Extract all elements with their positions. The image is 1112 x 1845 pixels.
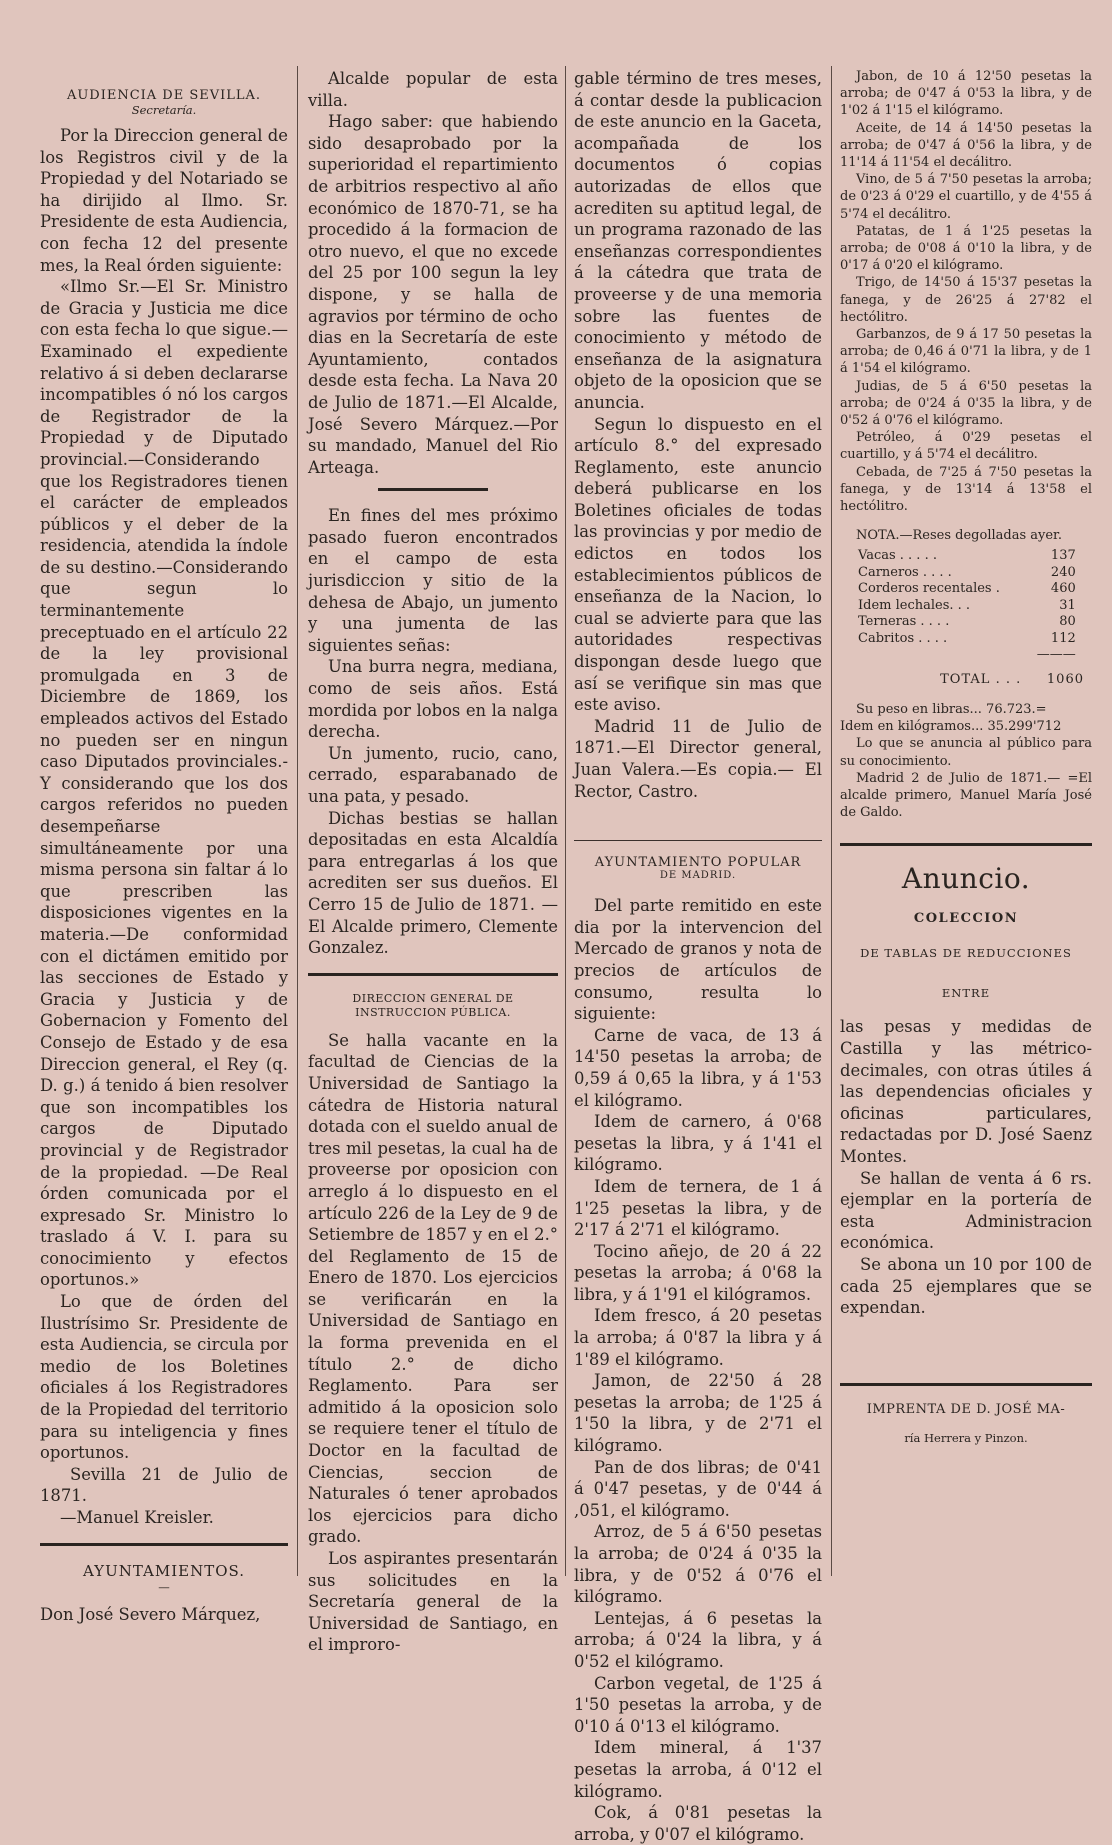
table-row bbox=[856, 631, 1078, 648]
row-value: 31 bbox=[1059, 597, 1076, 613]
paragraph: Un jumento, rucio, cano, cerrado, esparabanado de una pata, y pesado. bbox=[308, 743, 558, 806]
imprenta-line-1: IMPRENTA DE D. JOSÉ MA- bbox=[866, 1401, 1066, 1417]
paragraph: gable término de tres meses, á contar desde la publicacion de este anuncio en la Gaceta, acompañada de los documentos ó copias autorizadas de ellos que acrediten su aptitud legal, de un programa razonado de las enseñanzas correspondientes á la cátedra que trata de proveerse y de una memoria sobre las fuentes de conocimiento y método de enseñanza de la asignatura objeto de la oposicion que se anuncia. bbox=[574, 69, 822, 412]
price-item: Cok, á 0'81 pesetas la arroba, y 0'07 el kilógramo. bbox=[574, 1803, 822, 1844]
ayuntamientos-dash: — bbox=[158, 1579, 170, 1594]
total-value: 1060 bbox=[1046, 671, 1084, 687]
row-value: 460 bbox=[1050, 581, 1076, 597]
column-rule-1 bbox=[297, 66, 298, 1576]
price-item: Idem de ternera, de 1 á 1'25 pesetas la libra, y de 2'17 á 2'71 el kilógramo. bbox=[574, 1176, 822, 1240]
row-label: Corderos recentales . bbox=[858, 581, 1000, 597]
paragraph: Hago saber: que habiendo sido desaprobado por la superioridad el repartimiento de arbitrios respectivo al año económico de 1870-71, se ha procedido á la formacion de otro nuevo, el que no excede del 25 por 100 segun la ley dispone, y se halla de agravios por término de ocho dias en la Secretaría de este Ayuntamiento, contados desde esta fecha. La Nava 20 de Julio de 1871.—El Alcalde, José Severo Márquez.—Por su mandado, Manuel del Rio Arteaga. bbox=[308, 112, 558, 477]
row-label: Carneros . . . . bbox=[858, 564, 952, 580]
price-item: Lentejas, á 6 pesetas la arroba; á 0'24 la libra, y á 0'52 el kilógramo. bbox=[574, 1608, 822, 1671]
total-label: TOTAL . . . bbox=[940, 671, 1022, 687]
paragraph: Los aspirantes presentarán sus solicitudes en la Secretaría general de la Universidad de Santiago, en el improro- bbox=[308, 1549, 558, 1655]
column-1 bbox=[40, 68, 288, 1625]
price-item: Carbon vegetal, de 1'25 á 1'50 pesetas la arroba, y de 0'10 á 0'13 el kilógramo. bbox=[574, 1673, 822, 1736]
paragraph: Segun lo dispuesto en el artículo 8.° del expresado Reglamento, este anuncio deberá publicarse en los Boletines oficiales de todas las provincias y por medio de edictos en todos los establecimientos públicos de enseñanza de la Nacion, lo cual se advierte para que las autoridades respectivas dispongan desde luego que así se verifique sin mas que este aviso. bbox=[574, 414, 822, 715]
paragraph: Dichas bestias se hallan depositadas en esta Alcaldía para entregarlas á los que acrediten ser sus dueños. El Cerro 15 de Julio de 1871. —El Alcalde primero, Clemente Gonzalez. bbox=[308, 808, 558, 958]
column-rule-3 bbox=[831, 66, 832, 1576]
ayuntamientos-title: AYUNTAMIENTOS. bbox=[82, 1561, 246, 1580]
row-value: 80 bbox=[1059, 614, 1076, 630]
table-row bbox=[856, 581, 1078, 598]
price-item: Judias, de 5 á 6'50 pesetas la arroba; de 0'24 á 0'35 la libra, y de 0'52 á 0'76 el kilógramo. bbox=[840, 378, 1092, 429]
signature: Madrid 2 de Julio de 1871.— =El alcalde primero, Manuel María José de Galdo. bbox=[840, 770, 1092, 821]
nota-table bbox=[856, 548, 1078, 664]
price-item: Idem mineral, á 1'37 pesetas la arroba, á 0'12 el kilógramo. bbox=[574, 1738, 822, 1801]
column-rule-2 bbox=[565, 66, 566, 1576]
total-row bbox=[840, 672, 1084, 687]
paragraph: Lo que se anuncia al público para su conocimiento. bbox=[840, 736, 1092, 769]
price-item: Garbanzos, de 9 á 17 50 pesetas la arroba; de 0,46 á 0'71 la libra, y de 1 á 1'54 el kilógramo. bbox=[840, 327, 1092, 377]
paragraph: En fines del mes próximo pasado fueron encontrados en el campo de esta jurisdiccion y sitio de la dehesa de Abajo, un jumento y una jumenta de las siguientes señas: bbox=[308, 506, 558, 655]
price-item: Cebada, de 7'25 á 7'50 pesetas la fanega, y de 13'14 á 13'58 el hectólitro. bbox=[840, 464, 1092, 515]
price-item: Carne de vaca, de 13 á 14'50 pesetas la arroba; de 0,59 á 0,65 la libra, y á 1'53 el kilógramo. bbox=[574, 1025, 822, 1110]
table-row bbox=[856, 647, 1078, 664]
peso-kilos: Idem en kilógramos... 35.299'712 bbox=[840, 719, 1062, 735]
paragraph: Don José Severo Márquez, bbox=[40, 1604, 261, 1624]
signature-date: Sevilla 21 de Julio de 1871. bbox=[40, 1464, 288, 1506]
table-row bbox=[856, 565, 1078, 582]
total-dashes: ——— bbox=[1036, 647, 1076, 663]
section-divider bbox=[840, 1383, 1092, 1386]
section-divider bbox=[574, 840, 822, 841]
paragraph: Se abona un 10 por 100 de cada 25 ejemplares que se expendan. bbox=[840, 1254, 1092, 1318]
row-value: 112 bbox=[1050, 630, 1076, 646]
entre-heading: ENTRE bbox=[941, 986, 991, 1001]
ayuntamiento-madrid-subtitle: DE MADRID. bbox=[659, 870, 737, 882]
paragraph: las pesas y medidas de Castilla y las métrico-decimales, con otras útiles á las dependencias oficiales y oficinas particulares, redactadas por D. José Saenz Montes. bbox=[840, 1017, 1092, 1166]
section-divider bbox=[840, 843, 1092, 846]
table-row bbox=[856, 614, 1078, 631]
coleccion-heading: COLECCION bbox=[913, 911, 1019, 927]
price-item: Arroz, de 5 á 6'50 pesetas la arroba; de 0'24 á 0'35 la libra, y de 0'52 á 0'76 el kilógramo. bbox=[574, 1522, 822, 1607]
price-item: Petróleo, á 0'29 pesetas el cuartillo, y á 5'74 el decálitro. bbox=[840, 430, 1092, 463]
row-label: Cabritos . . . . bbox=[858, 630, 948, 646]
paragraph: Una burra negra, mediana, como de seis años. Está mordida por lobos en la nalga derecha. bbox=[308, 657, 558, 742]
price-item: Aceite, de 14 á 14'50 pesetas la arroba; de 0'47 á 0'56 la libra, y de 11'14 á 11'54 el decálitro. bbox=[840, 120, 1092, 171]
signature-name: —Manuel Kreisler. bbox=[60, 1508, 214, 1527]
table-row bbox=[856, 598, 1078, 615]
paragraph: Del parte remitido en este dia por la intervencion del Mercado de granos y nota de precios de artículos de consumo, resulta lo siguiente: bbox=[574, 896, 822, 1024]
column-3 bbox=[574, 68, 822, 1845]
nota-label: NOTA.—Reses degolladas ayer. bbox=[856, 528, 1062, 544]
paragraph: Se halla vacante en la facultad de Ciencias de la Universidad de Santiago la cátedra de Historia natural dotada con el sueldo anual de tres mil pesetas, la cual ha de proveerse por oposicion con arreglo á lo dispuesto en el artículo 226 de la Ley de 9 de Setiembre de 1857 y en el 2.° del Reglamento de 15 de Enero de 1870. Los ejercicios se verificarán en la Universidad de Santiago en la forma prevenida en el título 2.° de dicho Reglamento. Para ser admitido á la oposicion solo se requiere tener el título de Doctor en la facultad de Ciencias, seccion de Naturales ó tener aprobados los ejercicios para dicho grado. bbox=[308, 1030, 558, 1547]
price-item: Patatas, de 1 á 1'25 pesetas la arroba; de 0'08 á 0'10 la libra, y de 0'17 á 0'20 el kilógramo. bbox=[840, 223, 1092, 274]
price-item: Idem de carnero, á 0'68 pesetas la libra, y á 1'41 el kilógramo. bbox=[574, 1112, 822, 1175]
price-item: Idem fresco, á 20 pesetas la arroba; á 0'87 la libra y á 1'89 el kilógramo. bbox=[574, 1306, 822, 1369]
audiencia-subtitle: Secretaría. bbox=[131, 103, 197, 117]
paragraph: Madrid 11 de Julio de 1871.—El Director general, Juan Valera.—Es copia.— El Rector, Castro. bbox=[574, 716, 822, 801]
price-item: Pan de dos libras; de 0'41 á 0'47 pesetas, y de 0'44 á ,051, el kilógramo. bbox=[574, 1457, 822, 1520]
section-divider bbox=[40, 1543, 288, 1546]
imprenta-line-2: ría Herrera y Pinzon. bbox=[904, 1430, 1028, 1445]
paragraph: Por la Direccion general de los Registros civil y de la Propiedad y del Notariado se ha dirijido al Ilmo. Sr. Presidente de esta Audiencia, con fecha 12 del presente mes, la Real órden siguiente: bbox=[40, 126, 288, 275]
column-2 bbox=[308, 68, 558, 1656]
row-label: Terneras . . . . bbox=[858, 614, 950, 630]
row-label: Idem lechales. . . bbox=[858, 597, 971, 613]
row-value: 240 bbox=[1050, 564, 1076, 580]
audiencia-title: AUDIENCIA DE SEVILLA. bbox=[66, 88, 262, 103]
row-label: Vacas . . . . . bbox=[858, 548, 937, 564]
paragraph: «Ilmo Sr.—El Sr. Ministro de Gracia y Justicia me dice con esta fecha lo que sigue.—Examinado el expediente relativo á si deben declararse incompatibles ó nó los cargos de Registrador de la Propiedad y de Diputado provincial.—Considerando que los Registradores tienen el carácter de empleados públicos y el deber de la residencia, atendida la índole de su destino.—Considerando que segun lo terminantemente preceptuado en el artículo 22 de la ley provisional promulgada en 3 de Diciembre de 1869, los empleados activos del Estado no pueden ser en ningun caso Diputados provinciales.-Y considerando que los dos cargos referidos no pueden desempeñarse simultáneamente por una misma persona sin faltar á lo que prescriben las disposiciones vigentes en la materia.—De conformidad con el dictámen emitido por las secciones de Estado y Gracia y Justicia y de Gobernacion y Fomento del Consejo de Estado y de esa Direccion general, el Rey (q. D. g.) á tenido á bien resolver que son incompatibles los cargos de Diputado provincial y de Registrador de la propiedad. —De Real órden comunicada por el expresado Sr. Ministro lo traslado á V. I. para su conocimiento y efectos oportunos.» bbox=[40, 277, 288, 1290]
paragraph: Alcalde popular de esta villa. bbox=[308, 69, 558, 110]
column-4 bbox=[840, 68, 1092, 1445]
tablas-heading: DE TABLAS DE REDUCCIONES bbox=[860, 946, 1072, 961]
price-item: Vino, de 5 á 7'50 pesetas la arroba; de 0'23 á 0'29 el cuartillo, y de 4'55 á 5'74 el decálitro. bbox=[840, 172, 1092, 222]
price-item: Jamon, de 22'50 á 28 pesetas la arroba; de 1'25 á 1'50 la libra, y de 2'71 el kilógramo. bbox=[574, 1371, 822, 1456]
short-divider bbox=[378, 488, 488, 491]
price-item: Trigo, de 14'50 á 15'37 pesetas la fanega, y de 26'25 á 27'82 el hectólitro. bbox=[840, 275, 1092, 325]
paragraph: Se hallan de venta á 6 rs. ejemplar en la portería de esta Administracion económica. bbox=[840, 1168, 1092, 1253]
section-divider bbox=[308, 973, 558, 976]
anuncio-title: Anuncio. bbox=[901, 862, 1031, 896]
price-item: Tocino añejo, de 20 á 22 pesetas la arroba; á 0'68 la libra, y á 1'91 el kilógramos. bbox=[574, 1241, 822, 1304]
row-value: 137 bbox=[1050, 548, 1076, 564]
peso-libras: Su peso en libras... 76.723.= bbox=[856, 701, 1047, 717]
table-row bbox=[856, 548, 1078, 565]
paragraph: Lo que de órden del Ilustrísimo Sr. Presidente de esta Audiencia, se circula por medio de los Boletines oficiales á los Registradores de la Propiedad del territorio para su inteligencia y fines oportunos. bbox=[40, 1292, 288, 1463]
ayuntamiento-madrid-title: AYUNTAMIENTO POPULAR bbox=[594, 855, 802, 871]
direccion-title: DIRECCION GENERAL DE INSTRUCCION PÚBLICA. bbox=[352, 991, 514, 1019]
price-item: Jabon, de 10 á 12'50 pesetas la arroba; de 0'47 á 0'53 la libra, y de 1'02 á 1'15 el kilógramo. bbox=[840, 69, 1092, 119]
